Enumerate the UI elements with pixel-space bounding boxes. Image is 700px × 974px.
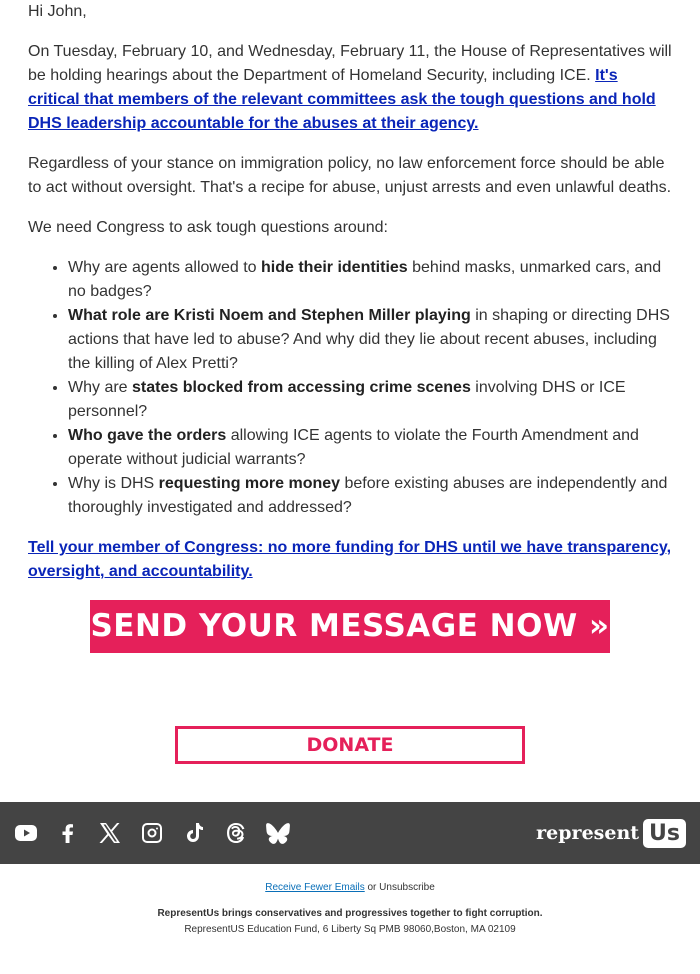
cta-container xyxy=(0,600,700,653)
questions-intro: We need Congress to ask tough questions around: xyxy=(28,219,388,236)
unsubscribe-link[interactable]: Unsubscribe xyxy=(379,882,435,893)
social-icons xyxy=(14,821,308,845)
facebook-icon[interactable] xyxy=(56,821,80,845)
logo-badge: Us xyxy=(643,819,686,848)
intro-paragraph xyxy=(28,40,672,136)
list-item: • Why is DHS requesting more money before existing abuses are independently and thoroughly investigated and addressed? xyxy=(68,472,672,520)
logo-text: represent xyxy=(536,822,640,844)
list-item: • Why are agents allowed to hide their identities behind masks, unmarked cars, and no badges? xyxy=(68,256,672,304)
send-message-button[interactable]: SEND YOUR MESSAGE NOW » xyxy=(90,600,610,653)
tiktok-icon[interactable] xyxy=(182,821,206,845)
bluesky-icon[interactable] xyxy=(266,821,290,845)
list-item: • What role are Kristi Noem and Stephen Miller playing in shaping or directing DHS actions that have led to abuse? And why did they lie about recent abuses, including the killing of Alex Pretti? xyxy=(68,304,672,376)
footer-address: RepresentUS Education Fund, 6 Liberty Sq PMB 98060,Boston, MA 02109 xyxy=(184,924,516,935)
footer-tagline: RepresentUs brings conservatives and progressives together to fight corruption. xyxy=(157,908,543,919)
list-item: • Who gave the orders allowing ICE agents to violate the Fourth Amendment and operate without judicial warrants? xyxy=(68,424,672,472)
representus-logo[interactable] xyxy=(536,819,686,848)
oversight-paragraph: Regardless of your stance on immigration policy, no law enforcement force should be able to act without oversight. That's a recipe for abuse, unjust arrests and even unlawful deaths. xyxy=(28,155,672,196)
intro-text: On Tuesday, February 10, and Wednesday, February 11, the House of Representatives will be holding hearings about the Department of Homeland Security, including ICE. xyxy=(28,43,672,84)
cta-paragraph xyxy=(28,536,672,584)
youtube-icon[interactable] xyxy=(14,821,38,845)
receive-fewer-emails-link[interactable]: Receive Fewer Emails xyxy=(265,882,365,893)
donate-container xyxy=(0,726,700,764)
x-icon[interactable] xyxy=(98,821,122,845)
hearings-link[interactable]: It's critical that members of the relevant committees ask the tough questions and hold DHS leadership accountable for the abuses at their agency. xyxy=(28,67,656,132)
instagram-icon[interactable] xyxy=(140,821,164,845)
greeting: Hi John, xyxy=(28,3,87,20)
donate-button[interactable]: DONATE xyxy=(175,726,525,764)
questions-list xyxy=(28,256,672,520)
footer-bar xyxy=(0,802,700,864)
list-item: • Why are states blocked from accessing crime scenes involving DHS or ICE personnel? xyxy=(68,376,672,424)
congress-message-link[interactable]: Tell your member of Congress: no more funding for DHS until we have transparency, oversight, and accountability. xyxy=(28,539,672,580)
email-preferences: Receive Fewer Emails or Unsubscribe xyxy=(265,882,435,893)
threads-icon[interactable] xyxy=(224,821,248,845)
